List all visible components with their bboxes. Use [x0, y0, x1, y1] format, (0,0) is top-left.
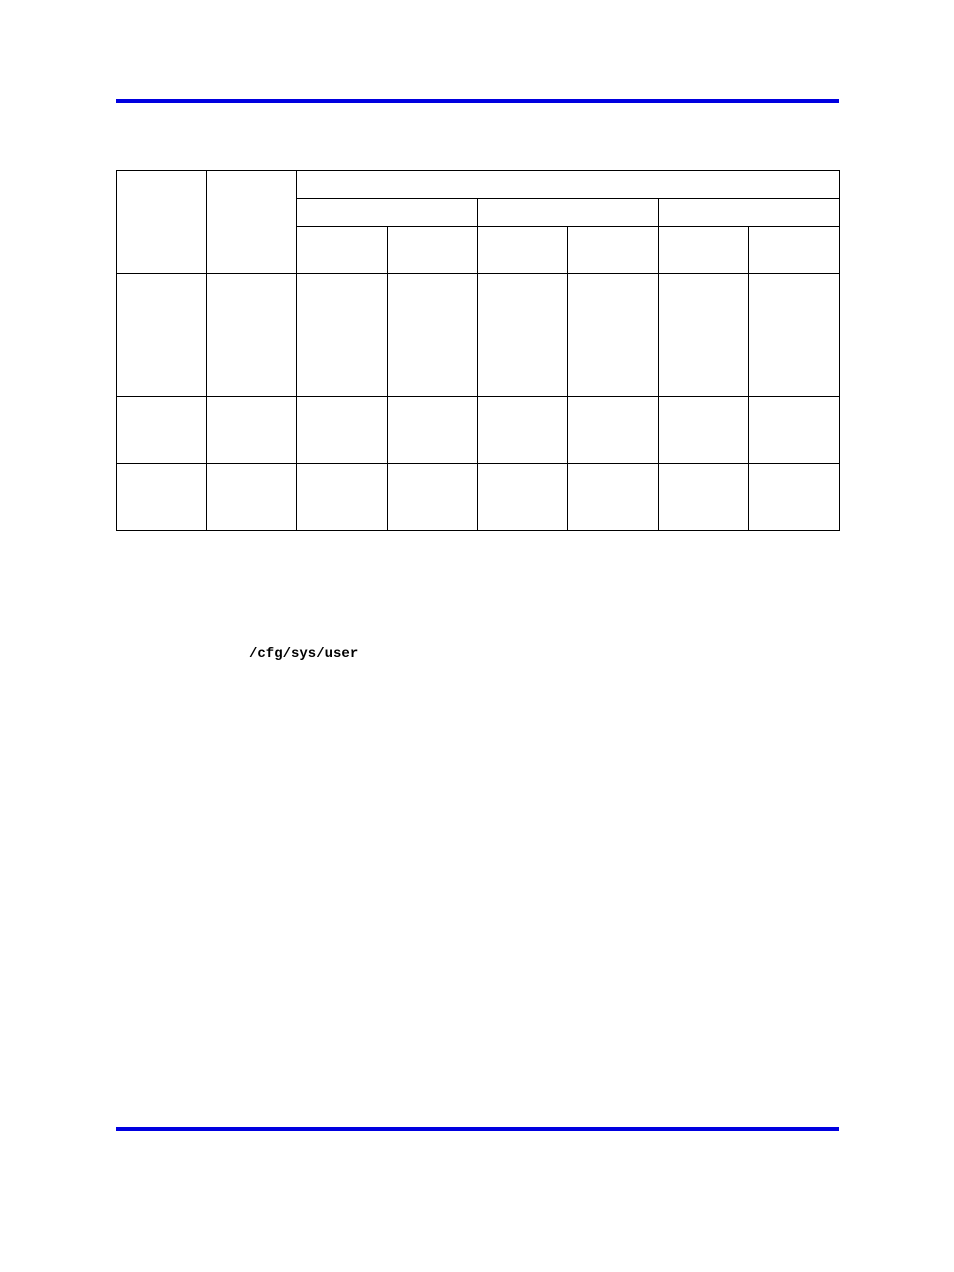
header-subgroup-cell [478, 199, 659, 227]
table-cell [297, 464, 388, 531]
header-rule [116, 99, 839, 103]
footer-rule [116, 1127, 839, 1131]
table-row [117, 274, 840, 397]
table-cell [297, 274, 388, 397]
header-cell [117, 171, 207, 274]
table-row [117, 397, 840, 464]
header-cell [749, 227, 840, 274]
header-subgroup-cell [659, 199, 840, 227]
table-cell [207, 464, 297, 531]
table-cell [749, 464, 840, 531]
header-cell [478, 227, 568, 274]
table-cell [388, 274, 478, 397]
table-cell [478, 274, 568, 397]
table-row [117, 464, 840, 531]
table-cell [659, 464, 749, 531]
header-cell [388, 227, 478, 274]
table-cell [568, 274, 659, 397]
header-cell [659, 227, 749, 274]
table-cell [117, 397, 207, 464]
table-cell [749, 274, 840, 397]
header-cell [297, 227, 388, 274]
table-cell [297, 397, 388, 464]
table-cell [478, 397, 568, 464]
table-cell [207, 274, 297, 397]
table-cell [207, 397, 297, 464]
table-cell [749, 397, 840, 464]
header-cell [568, 227, 659, 274]
table-cell [659, 274, 749, 397]
table-cell [117, 464, 207, 531]
table-cell [388, 397, 478, 464]
header-cell [207, 171, 297, 274]
table-header-row [117, 171, 840, 199]
permissions-table [116, 170, 840, 531]
table-cell [568, 397, 659, 464]
table-cell [478, 464, 568, 531]
command-path: /cfg/sys/user [249, 646, 359, 662]
header-subgroup-cell [297, 199, 478, 227]
table-cell [659, 397, 749, 464]
header-group-cell [297, 171, 840, 199]
table-cell [568, 464, 659, 531]
table-cell [388, 464, 478, 531]
table-cell [117, 274, 207, 397]
